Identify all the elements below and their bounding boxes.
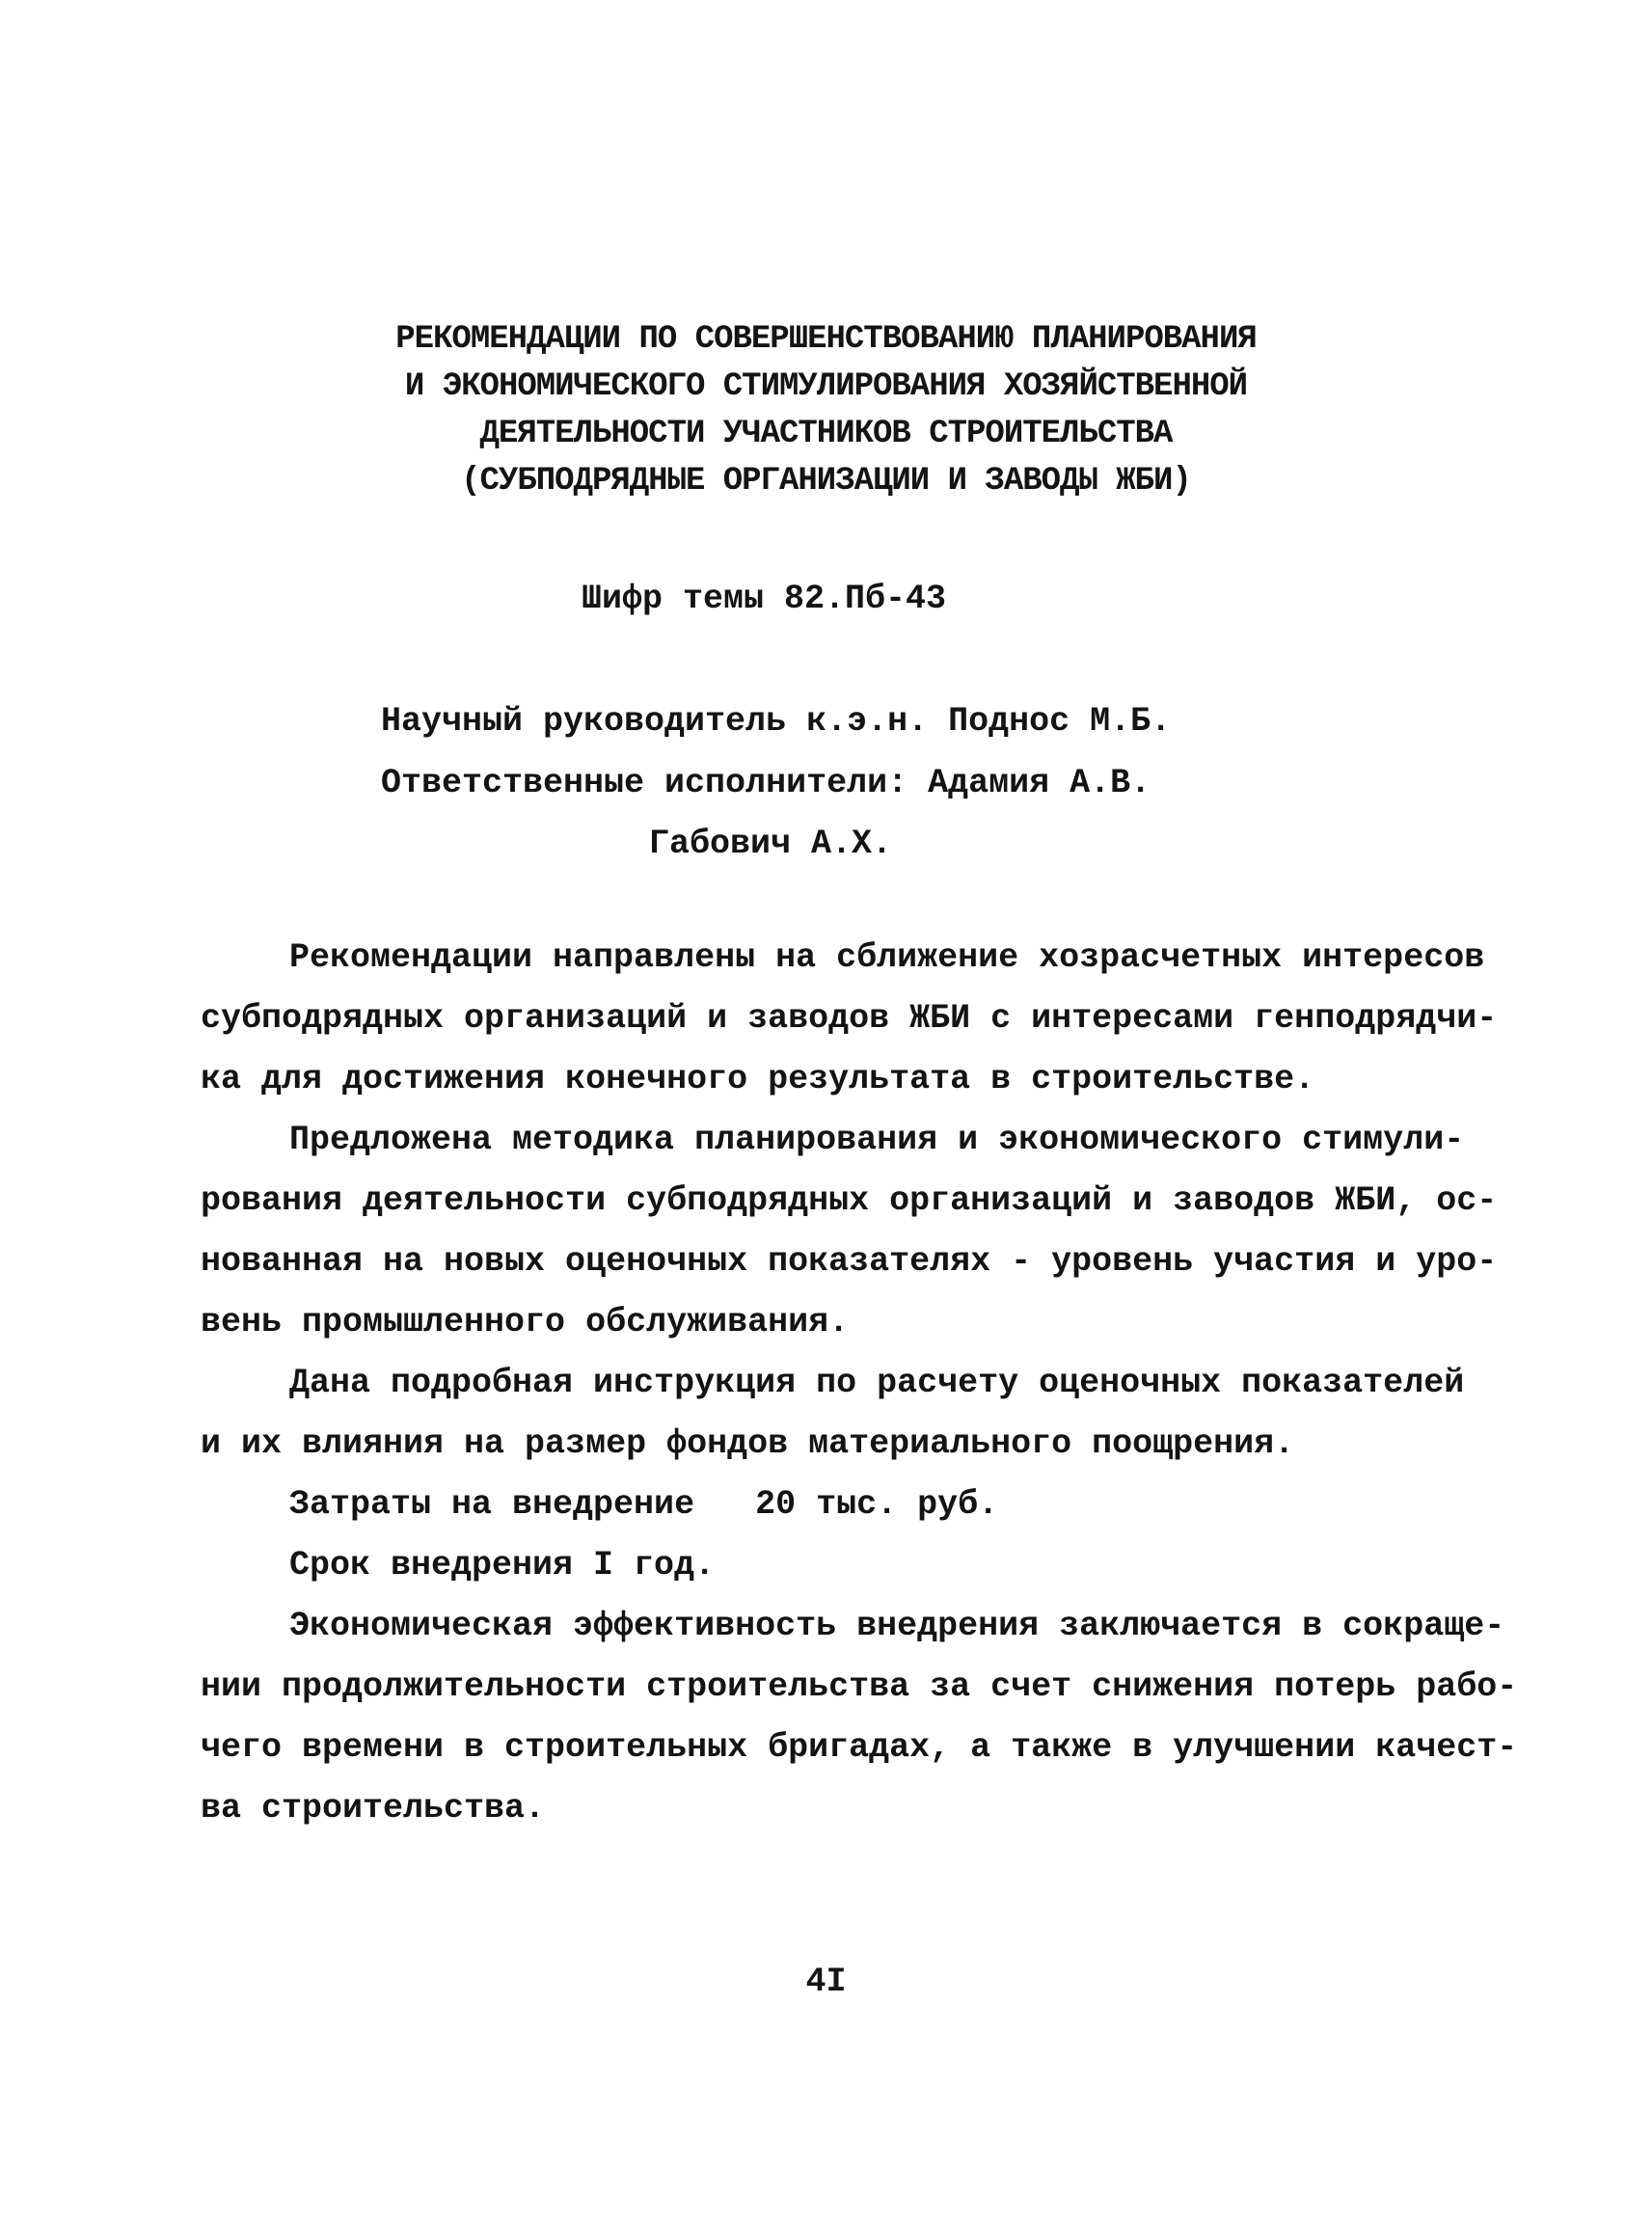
body-line: вень промышленного обслуживания. — [201, 1303, 850, 1341]
body-line: Дана подробная инструкция по расчету оценочных показателей — [289, 1364, 1465, 1402]
body-line: субподрядных организаций и заводов ЖБИ с интересами генподрядчи- — [201, 999, 1498, 1038]
responsible-executors: Ответственные исполнители: Адамия А.В. — [381, 764, 1151, 802]
implementation-cost: Затраты на внедрение 20 тыс. руб. — [289, 1485, 999, 1524]
implementation-term: Срок внедрения I год. — [289, 1546, 716, 1584]
scientific-supervisor: Научный руководитель к.э.н. Поднос М.Б. — [381, 702, 1172, 741]
abstract-body — [201, 928, 1518, 1839]
body-line: Предложена методика планирования и экономического стимули- — [289, 1121, 1465, 1159]
body-line: чего времени в строительных бригадах, а также в улучшении качест- — [201, 1728, 1518, 1767]
page-number: 4I — [805, 1963, 847, 2001]
body-line: и их влияния на размер фондов материального поощрения. — [201, 1424, 1295, 1463]
body-line: ка для достижения конечного результата в строительстве. — [201, 1060, 1315, 1098]
title-line: ДЕЯТЕЛЬНОСТИ УЧАСТНИКОВ СТРОИТЕЛЬСТВА — [479, 416, 1173, 452]
body-line: ва строительства. — [201, 1789, 546, 1828]
topic-cipher: Шифр темы 82.Пб-43 — [582, 580, 947, 618]
title-line: (СУБПОДРЯДНЫЕ ОРГАНИЗАЦИИ И ЗАВОДЫ ЖБИ) — [461, 463, 1191, 500]
document-title — [0, 316, 1652, 505]
body-line: нии продолжительности строительства за счет снижения потерь рабо- — [201, 1667, 1518, 1706]
responsible-executor-second: Габович А.Х. — [649, 825, 893, 863]
body-line: Рекомендации направлены на сближение хозрасчетных интересов — [289, 938, 1485, 977]
body-line: рования деятельности субподрядных организаций и заводов ЖБИ, ос- — [201, 1181, 1498, 1220]
title-line: РЕКОМЕНДАЦИИ ПО СОВЕРШЕНСТВОВАНИЮ ПЛАНИРОВАНИЯ — [395, 321, 1257, 358]
body-line: нованная на новых оценочных показателях - уровень участия и уро- — [201, 1242, 1498, 1281]
title-line: И ЭКОНОМИЧЕСКОГО СТИМУЛИРОВАНИЯ ХОЗЯЙСТВЕННОЙ — [404, 368, 1248, 405]
body-line: Экономическая эффективность внедрения заключается в сокраще- — [289, 1607, 1505, 1645]
